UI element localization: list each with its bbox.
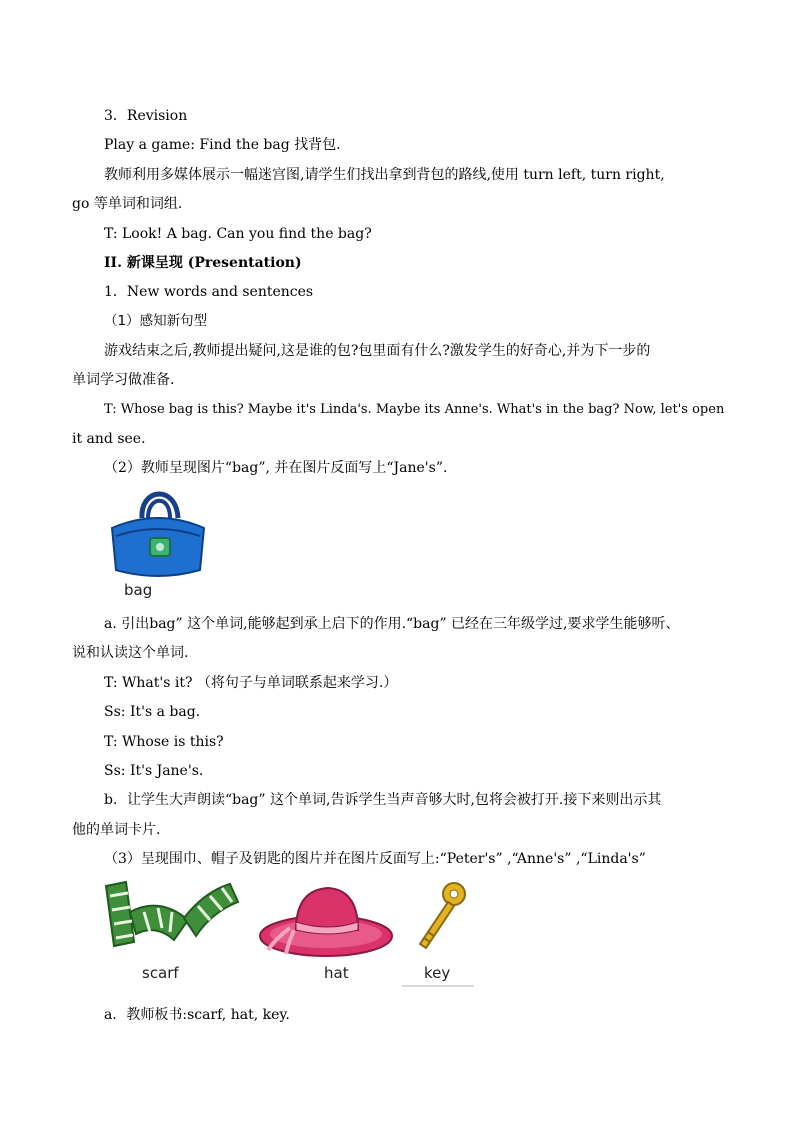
subheading-new-words: 1．New words and sentences (104, 284, 314, 300)
bag-caption: bag (124, 581, 153, 599)
dialog-its-a-bag: Ss: It's a bag. (104, 704, 201, 720)
paragraph-present-items: （3）呈现围巾、帽子及钥匙的图片并在图片反面写上:“Peter's” ,“Anne's” ,“Linda's” (104, 851, 646, 867)
dialog-whose-is-this: T: Whose is this? (104, 734, 224, 750)
paragraph-board-words: a．教师板书:scarf, hat, key. (104, 1007, 290, 1023)
section-heading-revision: 3．Revision (104, 108, 188, 124)
paragraph-whose-bag-line1: T: Whose bag is this? Maybe it's Linda's. Maybe its Anne's. What's in the bag? Now, let's open (104, 402, 725, 417)
key-caption: key (424, 964, 451, 982)
paragraph-present-bag: （2）教师呈现图片“bag”, 并在图片反面写上“Jane's”. (104, 460, 448, 476)
hat-caption: hat (324, 964, 349, 982)
paragraph-whose-bag-line2: it and see. (72, 431, 146, 447)
paragraph-look-bag: T: Look! A bag. Can you find the bag? (104, 226, 372, 242)
paragraph-read-aloud-line2: 他的单词卡片. (72, 822, 161, 838)
paragraph-after-game-line2: 单词学习做准备. (72, 372, 175, 388)
section-heading-presentation: II. 新课呈现 (Presentation) (104, 255, 302, 271)
scarf-caption: scarf (142, 964, 179, 982)
paragraph-maze-line2: go 等单词和词组. (72, 196, 183, 212)
paragraph-read-aloud-line1: b．让学生大声朗读“bag” 这个单词,告诉学生当声音够大时,包将会被打开.接下来则出示其 (104, 792, 662, 808)
paragraph-after-game-line1: 游戏结束之后,教师提出疑问,这是谁的包?包里面有什么?激发学生的好奇心,并为下一步的 (104, 343, 651, 359)
scarf-image (100, 872, 242, 988)
bag-image (104, 478, 212, 602)
paragraph-maze-line1: 教师利用多媒体展示一幅迷宫图,请学生们找出拿到背包的路线,使用 turn left, turn right, (104, 167, 665, 183)
subheading-perceive: （1）感知新句型 (104, 313, 208, 329)
hat-image (250, 872, 398, 988)
paragraph-introduce-bag-line2: 说和认读这个单词. (72, 645, 189, 661)
key-image (402, 872, 474, 988)
dialog-its-janes: Ss: It's Jane's. (104, 763, 204, 779)
dialog-whats-it: T: What's it? （将句子与单词联系起来学习.） (104, 675, 398, 691)
paragraph-play-game: Play a game: Find the bag 找背包. (104, 137, 341, 153)
paragraph-introduce-bag-line1: a. 引出bag” 这个单词,能够起到承上启下的作用.“bag” 已经在三年级学过,要求学生能够听、 (104, 616, 680, 632)
